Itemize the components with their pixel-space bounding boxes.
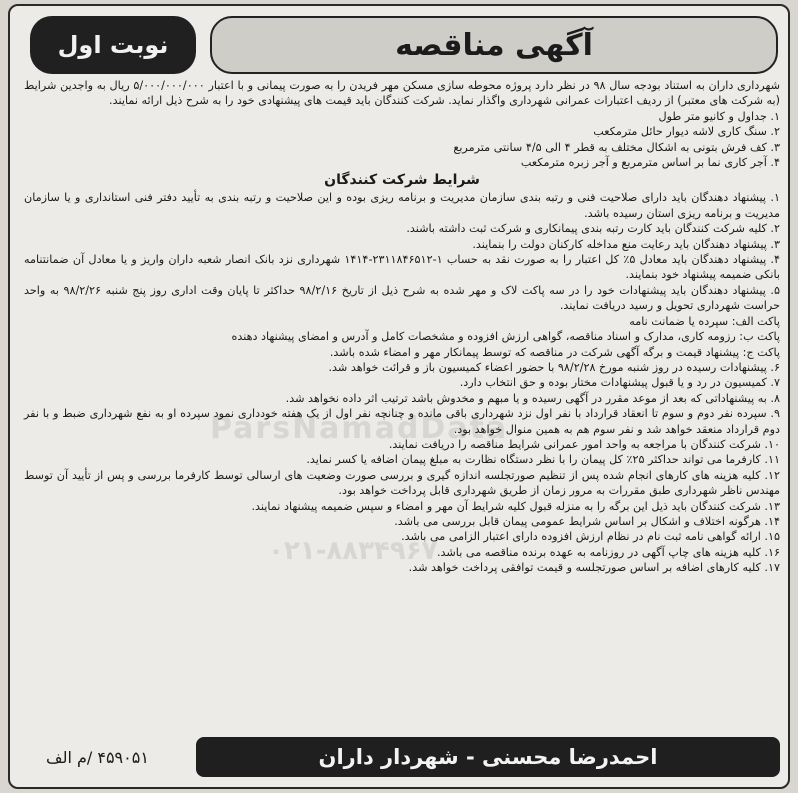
- condition-item: ۱۶. کلیه هزینه های چاپ آگهی در روزنامه به عهده برنده مناقصه می باشد.: [436, 545, 780, 559]
- condition-item: ۸. به پیشنهاداتی که بعد از موعد مقرر در آگهی رسیده و یا مبهم و مخدوش باشد ترتیب اثر داده نخواهد شد.: [285, 391, 780, 405]
- packet-item: پاکت ب: رزومه کاری، مدارک و اسناد مناقصه، گواهی ارزش افزوده و مشخصات کامل و آدرس و امضای پیشنهاد دهنده: [231, 330, 780, 344]
- condition-item: ۱۷. کلیه کارهای اضافه بر اساس صورتجلسه و قیمت توافقی پرداخت خواهد شد.: [408, 561, 780, 575]
- condition-item: ۵. پیشنهاد دهندگان باید پیشنهادات خود را در سه پاکت لاک و مهر شده به شرح ذیل از تاریخ ۹۸/۲/۱۶ حداکثر تا پایان وقت اداری روز پنج شنبه ۹۸/۲/۲۶ به واحد حراست شهرداری تحویل و رسید دریافت نمایند.: [24, 283, 780, 313]
- page-title: آگهی مناقصه: [395, 27, 593, 63]
- conditions-title: شرایط شرکت کنندگان: [324, 172, 480, 189]
- condition-item: ۱۲. کلیه هزینه های کارهای انجام شده پس از تنظیم صورتجلسه اندازه گیری و بررسی صورت وضعیت های ارسالی توسط کارفرما بررسی و پس از تأیید آن توسط مهندس ناظر شهرداری طبق مقررات به مرور زمان از طریق شهرداری قابل پرداخت خواهد بود.: [24, 468, 780, 498]
- condition-item: ۴. پیشنهاد دهندگان باید معادل ۵٪ کل اعتبار را به صورت نقد به حساب ۱-۲۳۱۱۸۴۶۵۱۲-۱۴۱۴ شهرداری نزد بانک انصار شعبه داران واریز و یا معادل آن ضمانتنامه بانکی ضمیمه پیشنهاد خود بنمایند.: [24, 253, 780, 282]
- condition-item: ۱۱. کارفرما می تواند حداکثر ۲۵٪ کل پیمان را با نظر دستگاه نظارت به مبلغ پیمان اضافه یا کسر نماید.: [306, 453, 780, 467]
- condition-item: ۷. کمیسیون در رد و یا قبول پیشنهادات مختار بوده و حق انتخاب دارد.: [459, 376, 780, 390]
- condition-item: ۳. پیشنهاد دهندگان باید رعایت منع مداخله کارکنان دولت را بنمایند.: [472, 237, 780, 251]
- condition-item: ۲. کلیه شرکت کنندگان باید کارت رتبه بندی پیمانکاری و شرکت ثبت داشته باشند.: [406, 222, 780, 236]
- title-banner: [210, 16, 778, 74]
- condition-item: ۱۰. شرکت کنندگان با مراجعه به واحد امور عمرانی شرایط مناقصه را دریافت نمایند.: [388, 437, 780, 451]
- work-item: ۲. سنگ کاری لاشه دیوار حائل مترمکعب: [593, 125, 780, 139]
- condition-item: ۱۳. شرکت کنندگان باید ذیل این برگه را به منزله قبول کلیه شرایط آن مهر و امضاء و سپس ضمیمه پیشنهاد نمایند.: [251, 499, 780, 513]
- watermark-brand: ParsNamadData: [210, 411, 509, 446]
- packet-item: پاکت ج: پیشنهاد قیمت و برگه آگهی شرکت در مناقصه که توسط پیمانکار مهر و امضاء شده باشد.: [329, 345, 780, 359]
- work-item: ۳. کف فرش بتونی به اشکال مختلف به قطر ۴ الی ۴/۵ سانتی مترمربع: [453, 140, 780, 154]
- turn-label: نوبت اول: [57, 31, 169, 59]
- signature-text: احمدرضا محسنی - شهردار داران: [318, 745, 658, 769]
- condition-item: ۱۵. ارائه گواهی نامه ثبت نام در نظام ارزش افزوده دارای اعتبار الزامی می باشد.: [401, 530, 780, 544]
- work-item: ۴. آجر کاری نما بر اساس مترمربع و آجر زبره مترمکعب: [520, 156, 780, 170]
- packet-item: پاکت الف: سپرده یا ضمانت نامه: [629, 314, 780, 328]
- tender-notice: [8, 4, 790, 789]
- condition-item: ۹. سپرده نفر دوم و سوم تا انعقاد قرارداد با نفر اول نزد شهرداری باقی مانده و چنانچه نفر اول از یک هفته خودداری نمود سپرده او به نفع شهرداری ضبط و با نفر دوم قرارداد منعقد خواهد شد و نفر سوم هم به همین منوال خواهد بود.: [24, 407, 780, 436]
- condition-item: ۶. پیشنهادات رسیده در روز شنبه مورخ ۹۸/۲/۲۸ با حضور اعضاء کمیسیون باز و قرائت خواهد شد.: [328, 360, 780, 374]
- notice-body: [24, 78, 780, 576]
- signature-bar: [196, 737, 780, 777]
- work-item: ۱. جداول و کانیو متر طول: [658, 109, 780, 123]
- watermark-phone: ۰۲۱-۸۸۳۴۹۶۷: [268, 536, 438, 566]
- header: [20, 14, 778, 82]
- intro-paragraph: شهرداری داران به استناد بودجه سال ۹۸ در نظر دارد پروژه محوطه سازی مسکن مهر فریدن را به صورت پیمانی و با اعتبار ۵/۰۰۰/۰۰۰/۰۰۰ ریال به واجدین شرایط (به شرکت های معتبر) از ردیف اعتبارات عمرانی شهرداری واگذار نماید. شرکت کنندگان باید قیمت های پیشنهادی خود را به شرح ذیل ارائه نمایند.: [24, 79, 780, 108]
- turn-badge: [30, 16, 196, 74]
- notice-code: ۴۵۹۰۵۱ /م الف: [46, 748, 149, 767]
- condition-item: ۱۴. هرگونه اختلاف و اشکال بر اساس شرایط عمومی پیمان قابل بررسی می باشد.: [394, 514, 780, 528]
- condition-item: ۱. پیشنهاد دهندگان باید دارای صلاحیت فنی و رتبه بندی سازمان مدیریت و برنامه ریزی بوده و این صلاحیت و رتبه بندی به تأیید دفتر فنی استانداری و یا سازمان مدیریت و برنامه ریزی استان رسیده باشد.: [24, 191, 780, 220]
